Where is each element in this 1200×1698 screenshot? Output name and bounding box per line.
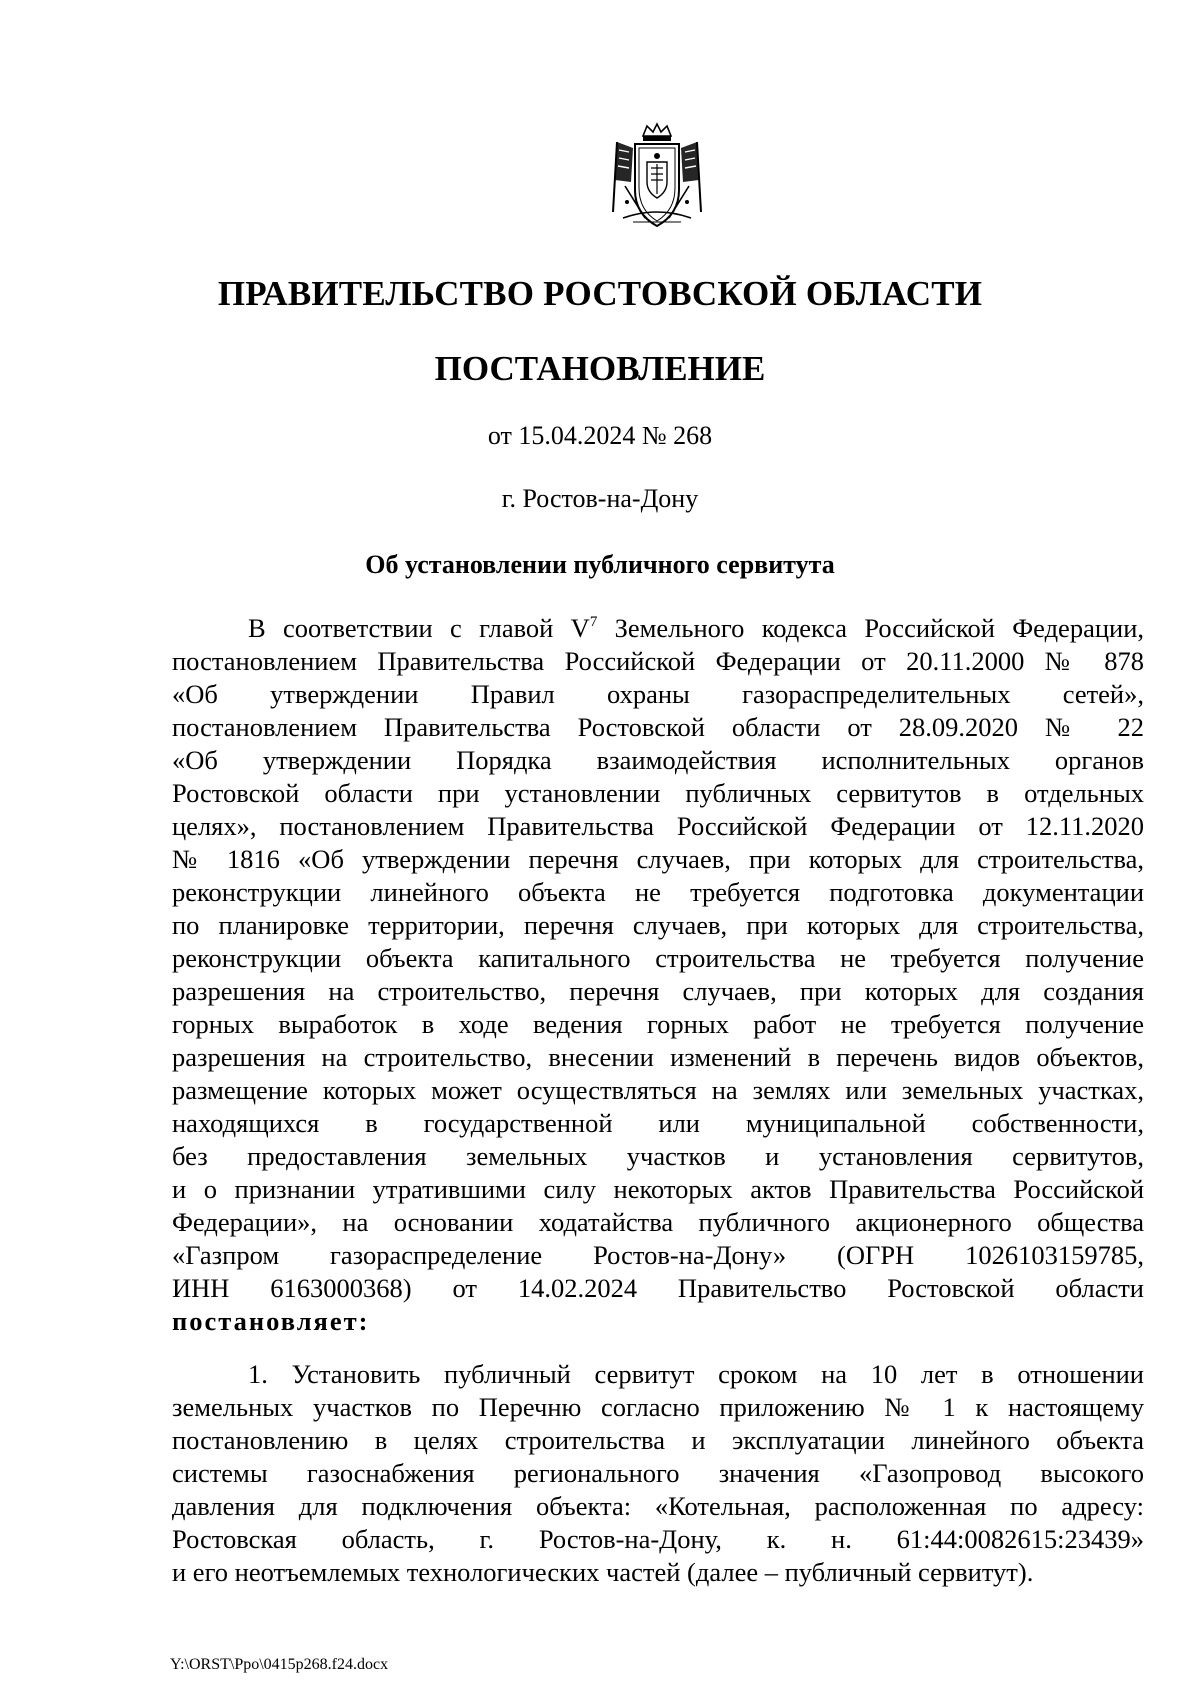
document-type: ПОСТАНОВЛЕНИЕ [434,349,766,388]
text-line: и его неотъемлемых технологических частей (далее – публичный сервитут). [172,1557,1034,1587]
text-line: Ростовской области при установлении публичных сервитутов в отдельных [172,778,1144,808]
document-subject: Об установлении публичного сервитута [365,550,835,579]
text-line: горных выработок в ходе ведения горных работ не требуется получение [172,1009,1144,1039]
document-date-number: от 15.04.2024 № 268 [487,421,713,450]
text-line: по планировке территории, перечня случаев, при которых для строительства, [172,910,1144,940]
text-line: «Об утверждении Правил охраны газораспределительных сетей», [172,679,1144,709]
text-line: разрешения на строительство, внесении изменений в перечень видов объектов, [172,1042,1144,1072]
text-line: 1. Установить публичный сервитут сроком на 10 лет в отношении [248,1359,1144,1389]
text-line: давления для подключения объекта: «Котельная, расположенная по адресу: [172,1491,1144,1521]
text-line: постановлением Правительства Российской Федерации от 20.11.2000 № 878 [172,646,1144,676]
text-line: «Газпром газораспределение Ростов-на-Дону» (ОГРН 1026103159785, [172,1240,1144,1270]
file-path-footer: Y:\ORST\Ppo\0415p268.f24.docx [170,1656,389,1673]
item-1-paragraph [172,1358,1144,1589]
text-line: размещение которых может осуществляться на землях или земельных участках, [172,1075,1144,1105]
text-line: В соответствии с главой $V^7$ Земельного кодекса Российской Федерации, [248,613,1144,643]
text-line: без предоставления земельных участков и установления сервитутов, [172,1141,1144,1171]
text-line: ИНН 6163000368) от 14.02.2024 Правительство Ростовской области [172,1273,1144,1303]
text-line: реконструкции объекта капитального строительства не требуется получение [172,943,1144,973]
text-line: реконструкции линейного объекта не требуется подготовка документации [172,877,1144,907]
text-line: системы газоснабжения регионального значения «Газопровод высокого [172,1458,1144,1488]
text-line: и о признании утратившими силу некоторых актов Правительства Российской [172,1174,1144,1204]
organization-title: ПРАВИТЕЛЬСТВО РОСТОВСКОЙ ОБЛАСТИ [217,274,983,313]
text-line: находящихся в государственной или муниципальной собственности, [172,1108,1144,1138]
text-line: земельных участков по Перечню согласно приложению № 1 к настоящему [172,1392,1144,1422]
preamble-paragraph [172,612,1144,1338]
superscript: 7 [589,614,598,630]
text-line: постановлением Правительства Ростовской области от 28.09.2020 № 22 [172,712,1144,742]
text-line: Ростовская область, г. Ростов-на-Дону, к. н. 61:44:0082615:23439» [172,1524,1144,1554]
text-line: целях», постановлением Правительства Российской Федерации от 12.11.2020 [172,811,1144,841]
document-city: г. Ростов-на-Дону [501,484,699,513]
rostov-oblast-coat-of-arms-icon [603,122,711,232]
text-line: постановлению в целях строительства и эксплуатации линейного объекта [172,1425,1144,1455]
text-line: «Об утверждении Порядка взаимодействия исполнительных органов [172,745,1144,775]
resolves-word: постановляет: [172,1306,370,1336]
text-line: № 1816 «Об утверждении перечня случаев, при которых для строительства, [172,844,1144,874]
text-line: разрешения на строительство, перечня случаев, при которых для создания [172,976,1144,1006]
text-line: Федерации», на основании ходатайства публичного акционерного общества [172,1207,1144,1237]
